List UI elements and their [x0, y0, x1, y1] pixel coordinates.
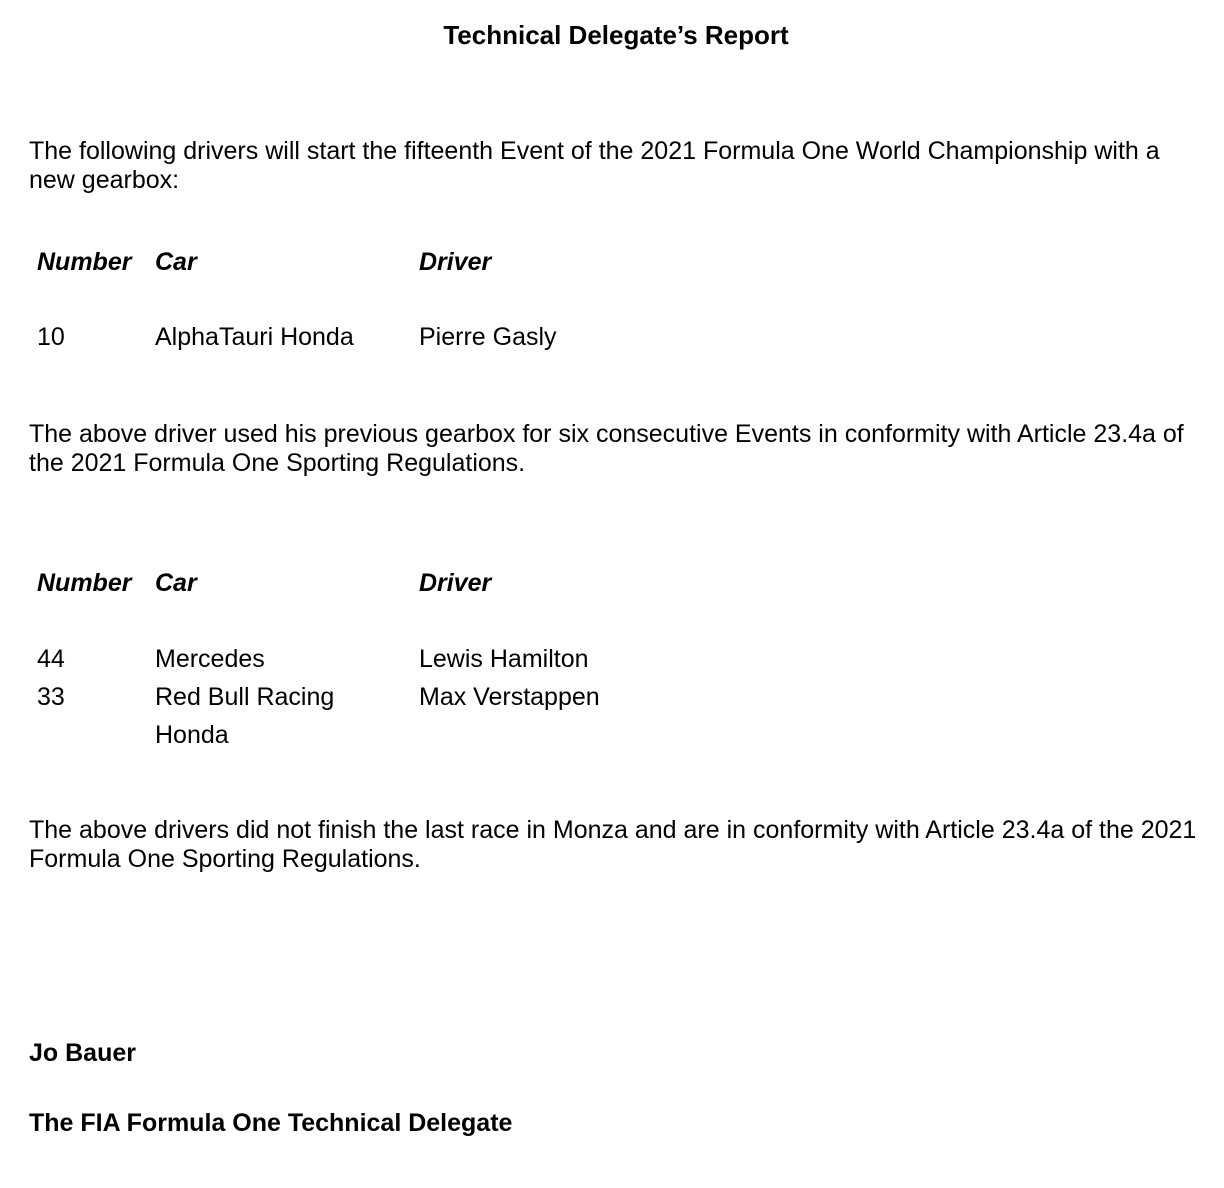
row-number: 33: [37, 683, 65, 711]
note-paragraph-2: The above drivers did not finish the last race in Monza and are in conformity with Article 23.4a of the 2021 Formula One Sporting Regulations.: [29, 816, 1197, 873]
signature-name: Jo Bauer: [29, 1039, 136, 1067]
note-paragraph-1: The above driver used his previous gearbox for six consecutive Events in conformity with Article 23.4a of the 2021 Formula One Sporting Regulations.: [29, 420, 1184, 477]
table1-header-driver: Driver: [419, 248, 492, 276]
row-car: Mercedes: [155, 645, 265, 673]
table2-header-number: Number: [37, 569, 132, 597]
row-car-line1: Red Bull Racing: [155, 683, 335, 711]
table2-header-car: Car: [155, 569, 197, 597]
intro-paragraph: The following drivers will start the fifteenth Event of the 2021 Formula One World Championship with a new gearbox:: [29, 137, 1160, 194]
row-car: AlphaTauri Honda: [155, 323, 354, 351]
row-number: 44: [37, 645, 65, 673]
report-title: Technical Delegate’s Report: [443, 20, 789, 50]
row-driver: Pierre Gasly: [419, 323, 557, 351]
signature-role: The FIA Formula One Technical Delegate: [29, 1109, 513, 1137]
row-driver: Max Verstappen: [419, 683, 600, 711]
table1-header-car: Car: [155, 248, 197, 276]
row-car-line2: Honda: [155, 721, 229, 749]
table1-header-number: Number: [37, 248, 132, 276]
table2-header-driver: Driver: [419, 569, 492, 597]
row-driver: Lewis Hamilton: [419, 645, 589, 673]
row-number: 10: [37, 323, 65, 351]
